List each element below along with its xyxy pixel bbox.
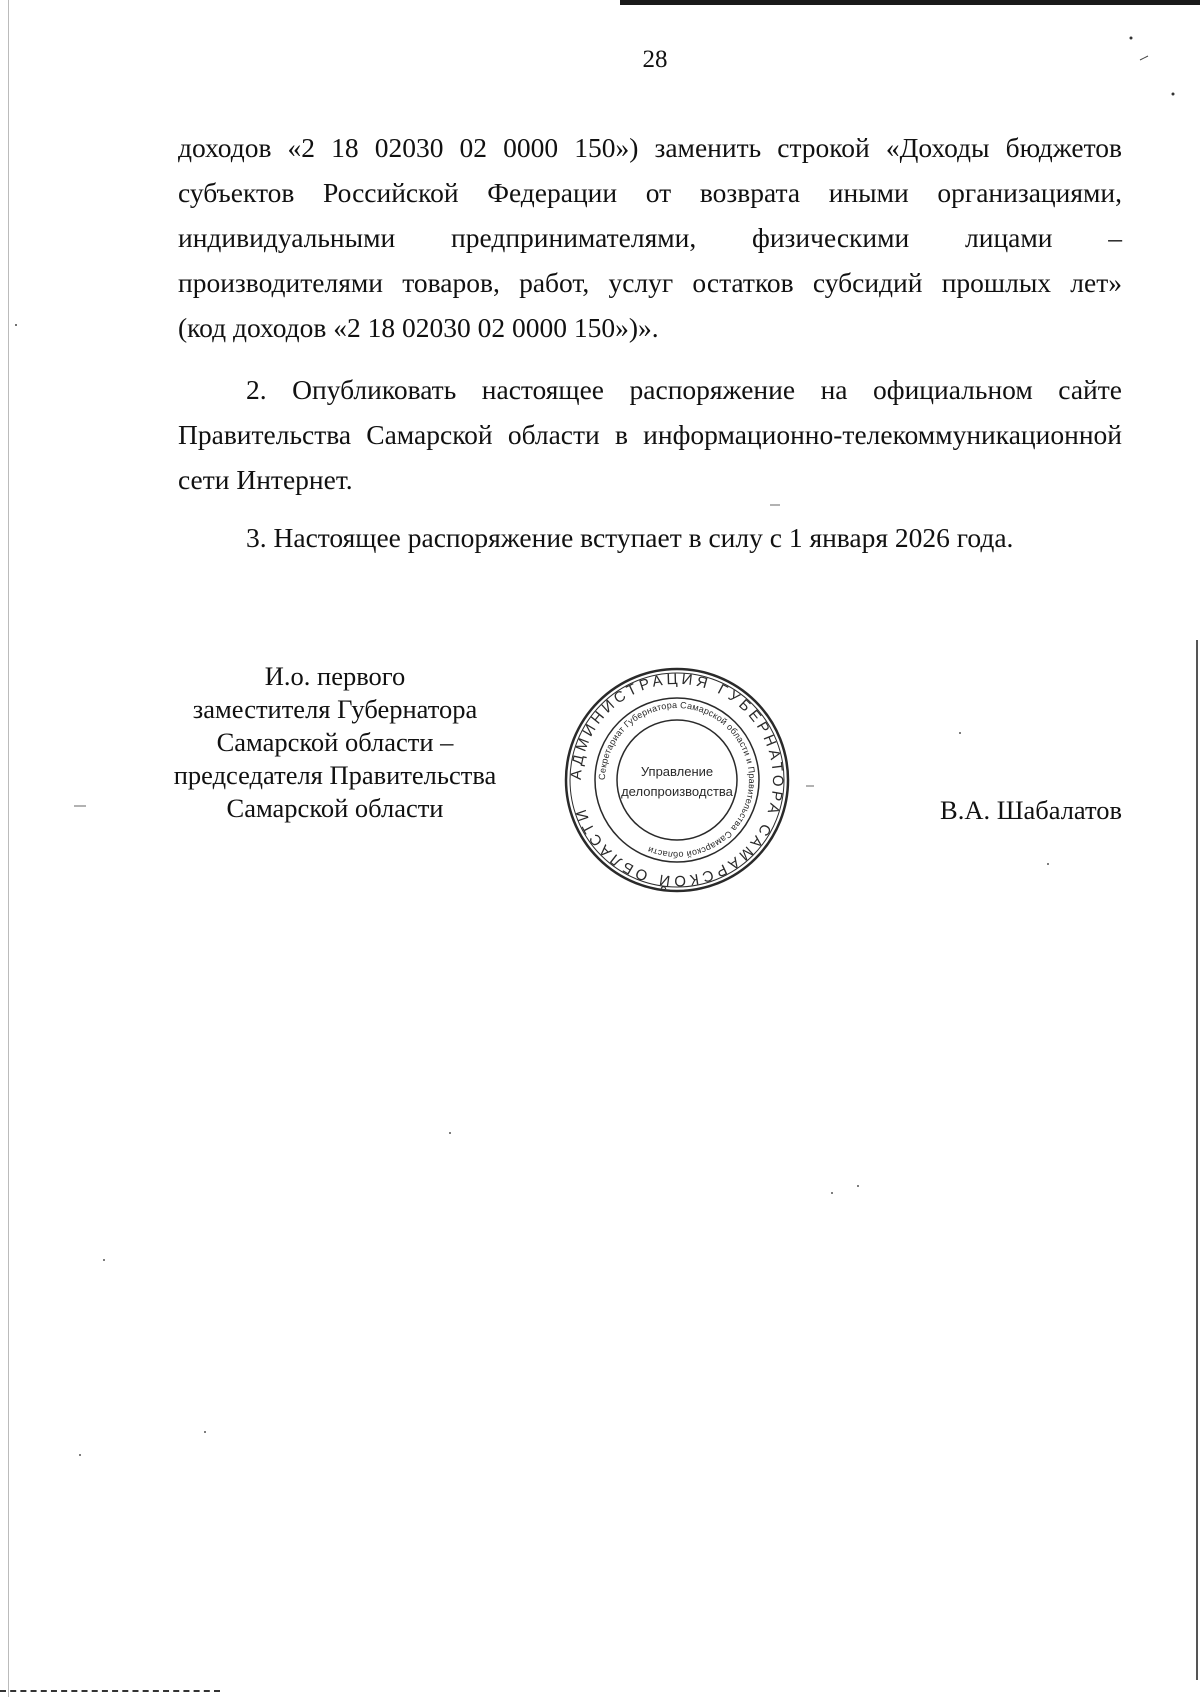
seal-inner-ring — [617, 720, 737, 840]
seal-center-line-2: делопроизводства — [621, 784, 733, 799]
seal-inner-text: Секретариат Губернатора Самарской области и Правительства Самарской области — [596, 699, 758, 861]
seal-center-line-1: Управление — [640, 764, 714, 779]
seal-middle-ring — [595, 698, 759, 862]
signatory-title-line: И.о. первого — [264, 661, 406, 691]
signatory-name: В.А. Шабалатов — [940, 795, 1122, 825]
seal-outer-text: АДМИНИСТРАЦИЯ ГУБЕРНАТОРА САМАРСКОЙ ОБЛАСТИ — [567, 670, 787, 890]
page-number: 28 — [642, 46, 668, 73]
signatory-title-line: заместителя Губернатора — [192, 694, 478, 724]
official-seal — [562, 665, 792, 895]
scan-edge-top — [620, 0, 1200, 5]
scan-edge-right — [1196, 640, 1198, 1680]
text-line: субъектов Российской Федерации от возврата иными организациями, — [178, 177, 1122, 208]
signatory-title-line: Самарской области – — [216, 727, 454, 757]
signatory-title-line: председателя Правительства — [173, 760, 497, 790]
scan-edge-bottom — [0, 1690, 220, 1692]
signatory-title-line: Самарской области — [226, 793, 444, 823]
paragraph-3: 3. Настоящее распоряжение вступает в силу с 1 января 2026 года. — [246, 522, 1014, 553]
scan-edge-left — [8, 0, 9, 1697]
text-line: индивидуальными предпринимателями, физическими лицами – — [178, 222, 1122, 253]
signatory-title — [160, 660, 510, 825]
paragraph-continuation — [178, 125, 1122, 350]
text-line-last: (код доходов «2 18 02030 02 0000 150»)». — [178, 312, 659, 343]
text-line: производителями товаров, работ, услуг остатков субсидий прошлых лет» — [178, 267, 1122, 298]
paragraph-2: 2. Опубликовать настоящее распоряжение на официальном сайте Правительства Самарской области в информационно-телекоммуникационной сети Интернет. — [178, 374, 1122, 495]
text-line: доходов «2 18 02030 02 0000 150») заменить строкой «Доходы бюджетов — [178, 132, 1122, 163]
